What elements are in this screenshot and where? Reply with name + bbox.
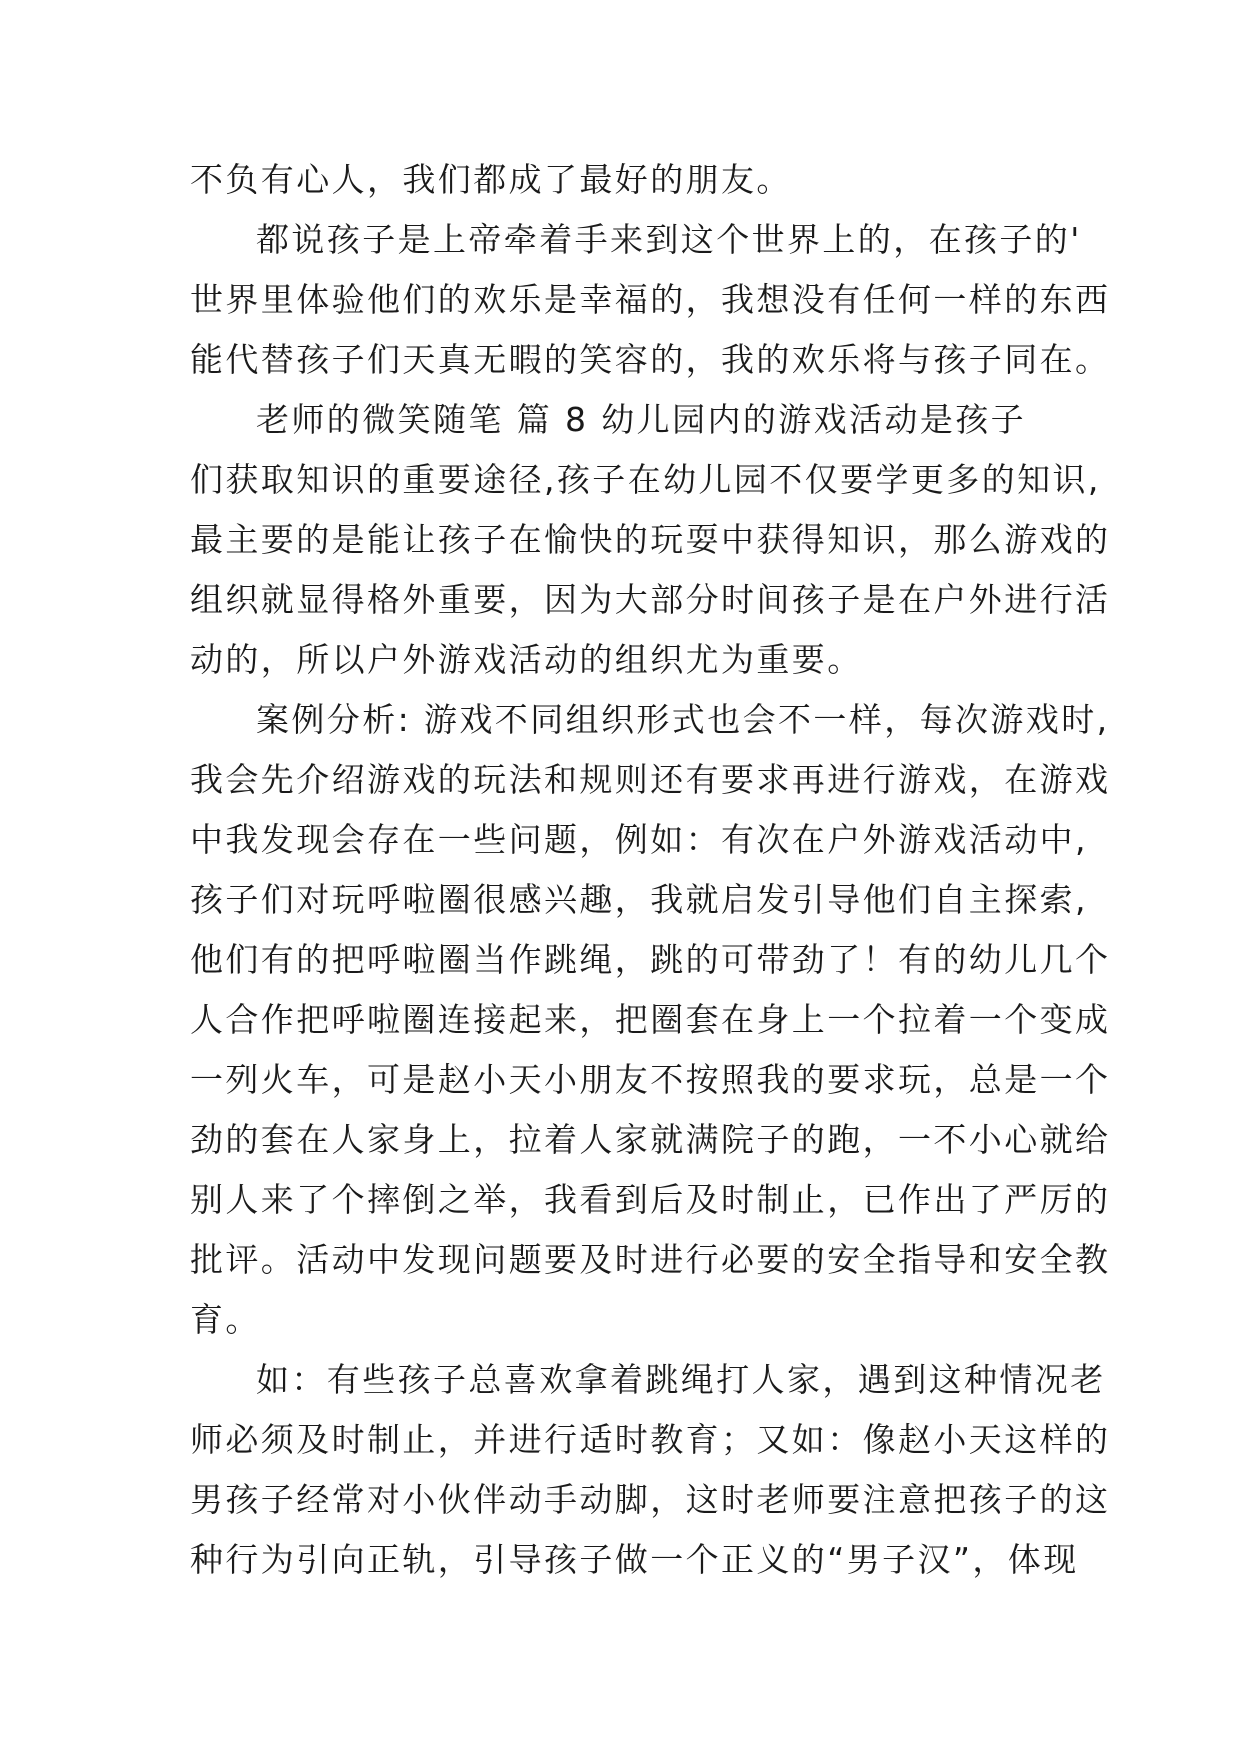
text-line: 师必须及时制止，并进行适时教育；又如：像赵小天这样的	[190, 1420, 1111, 1459]
text-line: 一列火车，可是赵小天小朋友不按照我的要求玩，总是一个	[190, 1060, 1111, 1099]
text-line: 组织就显得格外重要，因为大部分时间孩子是在户外进行活	[190, 580, 1111, 619]
text-line: 动的，所以户外游戏活动的组织尤为重要。	[190, 640, 863, 679]
text-line: 能代替孩子们天真无暇的笑容的，我的欢乐将与孩子同在。	[190, 340, 1111, 379]
text-line: 批评。活动中发现问题要及时进行必要的安全指导和安全教	[190, 1240, 1111, 1279]
document-body	[190, 150, 1111, 1590]
text-line: 世界里体验他们的欢乐是幸福的，我想没有任何一样的东西	[190, 280, 1111, 319]
text-line: 男孩子经常对小伙伴动手动脚，这时老师要注意把孩子的这	[190, 1480, 1111, 1519]
text-line: 都说孩子是上帝牵着手来到这个世界上的，在孩子的'	[256, 220, 1082, 259]
text-line: 孩子们对玩呼啦圈很感兴趣，我就启发引导他们自主探索,	[190, 880, 1088, 919]
text-line: 案例分析: 游戏不同组织形式也会不一样，每次游戏时,	[256, 700, 1110, 739]
text-line: 种行为引向正轨，引导孩子做一个正义的“男子汉”，体现	[190, 1540, 1079, 1579]
text-line: 我会先介绍游戏的玩法和规则还有要求再进行游戏，在游戏	[190, 760, 1111, 799]
text-line: 中我发现会存在一些问题，例如：有次在户外游戏活动中,	[190, 820, 1088, 859]
text-line: 人合作把呼啦圈连接起来，把圈套在身上一个拉着一个变成	[190, 1000, 1111, 1039]
text-line: 如：有些孩子总喜欢拿着跳绳打人家，遇到这种情况老	[256, 1360, 1106, 1399]
text-line: 们获取知识的重要途径,孩子在幼儿园不仅要学更多的知识,	[190, 460, 1101, 499]
text-line: 他们有的把呼啦圈当作跳绳，跳的可带劲了！有的幼儿几个	[190, 940, 1111, 979]
text-line: 育。	[190, 1300, 261, 1339]
text-line: 老师的微笑随笔 篇 8 幼儿园内的游戏活动是孩子	[256, 400, 1027, 439]
text-line: 劲的套在人家身上，拉着人家就满院子的跑，一不小心就给	[190, 1120, 1111, 1159]
text-line: 不负有心人，我们都成了最好的朋友。	[190, 160, 792, 199]
text-line: 别人来了个摔倒之举，我看到后及时制止，已作出了严厉的	[190, 1180, 1111, 1219]
text-line: 最主要的是能让孩子在愉快的玩耍中获得知识，那么游戏的	[190, 520, 1111, 559]
